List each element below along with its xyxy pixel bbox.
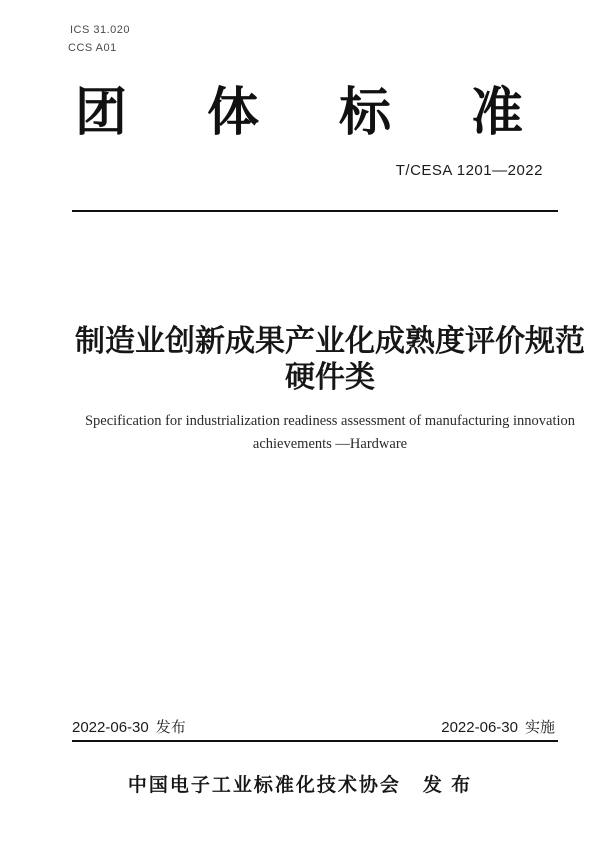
document-title-zh bbox=[60, 324, 600, 396]
standard-type-char: 体 bbox=[206, 84, 259, 142]
document-title-en-line2: achievements —Hardware bbox=[252, 436, 408, 452]
publish-action-label: 发 布 bbox=[422, 775, 473, 796]
publisher-line bbox=[60, 770, 540, 797]
issue-date-label: 发布 bbox=[155, 719, 186, 736]
implement-date-label: 实施 bbox=[524, 719, 555, 736]
standard-type-char: 准 bbox=[470, 84, 523, 142]
document-title-zh-line2: 硬件类 bbox=[285, 361, 375, 394]
standard-type-char: 团 bbox=[75, 84, 128, 142]
standard-number: T/CESA 1201—2022 bbox=[395, 162, 543, 179]
implement-date-value: 2022-06-30 bbox=[441, 719, 518, 736]
header-rule bbox=[72, 210, 558, 212]
standard-type-char: 标 bbox=[338, 84, 391, 142]
ccs-code: CCS A01 bbox=[68, 42, 117, 54]
standard-type-title bbox=[75, 86, 523, 141]
implement-date bbox=[441, 716, 555, 737]
issue-date-value: 2022-06-30 bbox=[72, 719, 149, 736]
ics-code: ICS 31.020 bbox=[70, 24, 131, 36]
document-title-en-line1: Specification for industrialization readiness assessment of manufacturing innovation bbox=[84, 413, 576, 429]
footer-rule bbox=[72, 740, 558, 742]
document-title-en bbox=[60, 410, 600, 456]
publisher-name: 中国电子工业标准化技术协会 bbox=[127, 775, 401, 796]
issue-date bbox=[72, 716, 186, 737]
document-title-zh-line1: 制造业创新成果产业化成熟度评价规范 bbox=[75, 325, 585, 358]
